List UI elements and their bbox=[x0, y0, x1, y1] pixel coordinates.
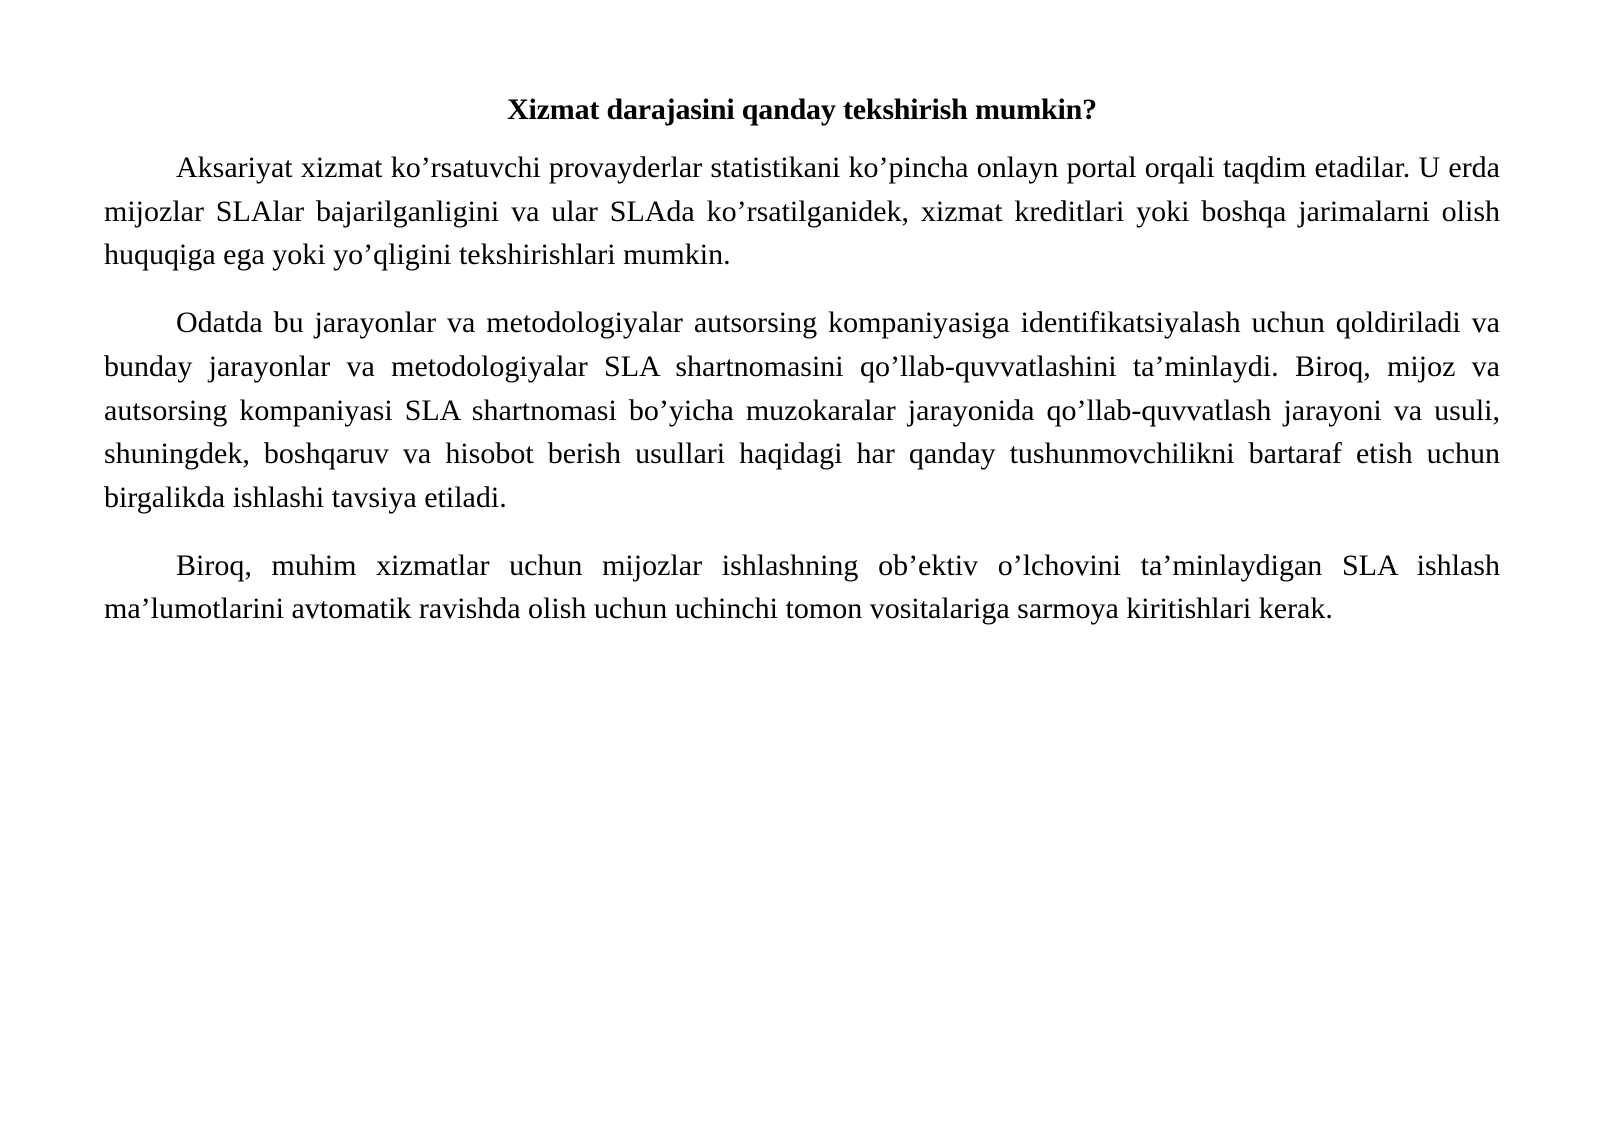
paragraph-2: Odatda bu jarayonlar va metodologiyalar autsorsing kompaniyasiga identifikatsiyalash uchun qoldiriladi va bunday jarayonlar va metodologiyalar SLA shartnomasini qo’llab-quvvatlashini ta’minlaydi. Biroq, mijoz va autsorsing kompaniyasi SLA shartnomasi bo’yicha muzokaralar jarayonida qo’llab-quvvatlash jarayoni va usuli, shuningdek, boshqaruv va hisobot berish usullari haqidagi har qanday tushunmovchilikni bartaraf etish uchun birgalikda ishlashi tavsiya etiladi. bbox=[104, 306, 1500, 514]
paragraph-3: Biroq, muhim xizmatlar uchun mijozlar ishlashning ob’ektiv o’lchovini ta’minlaydigan SLA ishlash ma’lumotlarini avtomatik ravishda olish uchun uchinchi tomon vositalariga sarmoya kiritishlari kerak. bbox=[104, 548, 1500, 626]
document-page bbox=[104, 88, 1500, 655]
document-title: Xizmat darajasini qanday tekshirish mumkin? bbox=[507, 93, 1097, 126]
paragraph-1: Aksariyat xizmat ko’rsatuvchi provayderlar statistikani ko’pincha onlayn portal orqali taqdim etadilar. U erda mijozlar SLAlar bajarilganligini va ular SLAda ko’rsatilganidek, xizmat kreditlari yoki boshqa jarimalarni olish huquqiga ega yoki yo’qligini tekshirishlari mumkin. bbox=[104, 151, 1500, 272]
